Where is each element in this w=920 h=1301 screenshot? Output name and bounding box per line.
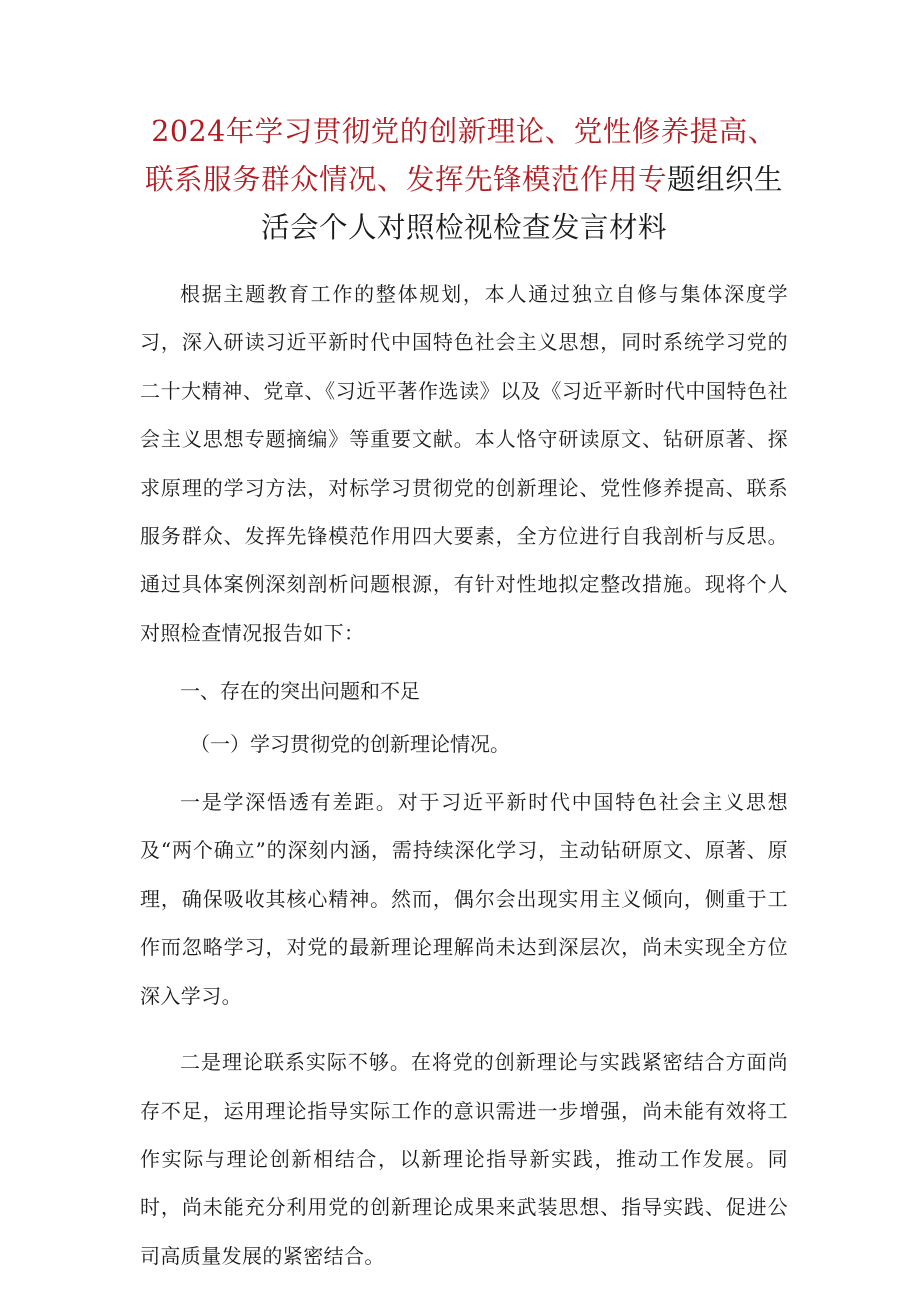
document-page (140, 108, 788, 1280)
document-title (140, 108, 788, 252)
title-red-part: 2024年学习贯彻党的创新理论、党性修养提高、联系服务群众情况、发挥先锋模范作用专 (144, 115, 777, 196)
section-heading-1: 一、存在的突出问题和不足 (180, 679, 420, 704)
subsection-heading-1: （一）学习贯彻党的创新理论情况。 (190, 731, 510, 756)
point-paragraph-1: 一是学深悟透有差距。对于习近平新时代中国特色社会主义思想及“两个确立”的深刻内涵，需持续深化学习，主动钻研原文、原著、原理，确保吸收其核心精神。然而，偶尔会出现实用主义倾向，侧重于工作而忽略学习，对党的最新理论理解尚未达到深层次，尚未实现全方位深入学习。 (140, 790, 788, 1008)
intro-paragraph: 根据主题教育工作的整体规划，本人通过独立自修与集体深度学习，深入研读习近平新时代中国特色社会主义思想，同时系统学习党的二十大精神、党章、《习近平著作选读》以及《习近平新时代中国特色社会主义思想专题摘编》等重要文献。本人恪守研读原文、钻研原著、探求原理的学习方法，对标学习贯彻党的创新理论、党性修养提高、联系服务群众、发挥先锋模范作用四大要素，全方位进行自我剖析与反思。通过具体案例深刻剖析问题根源，有针对性地拟定整改措施。现将个人对照检查情况报告如下： (140, 282, 788, 645)
title-black-part: 题组织生活会个人对照检视检查发言材料 (260, 163, 784, 244)
point-paragraph-2: 二是理论联系实际不够。在将党的创新理论与实践紧密结合方面尚存不足，运用理论指导实际工作的意识需进一步增强，尚未能有效将工作实际与理论创新相结合，以新理论指导新实践，推动工作发展。同时，尚未能充分利用党的创新理论成果来武装思想、指导实践、促进公司高质量发展的紧密结合。 (140, 1050, 788, 1268)
